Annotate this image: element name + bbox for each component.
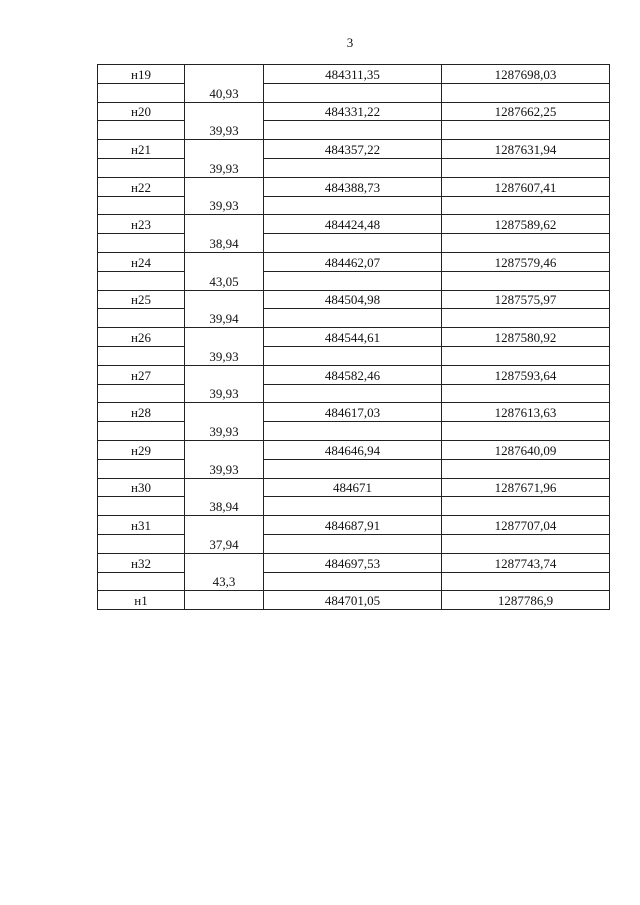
y-coordinate-cell: 1287607,41	[442, 177, 610, 196]
page-number: 3	[346, 35, 354, 50]
y-coordinate-cell: 1287743,74	[442, 553, 610, 572]
segment-length-cell: 39,93	[185, 422, 264, 441]
segment-length-cell	[185, 516, 264, 535]
table-row-segment	[98, 422, 610, 441]
table-row-point	[98, 140, 610, 159]
point-name-cell	[98, 196, 185, 215]
point-name-cell: н25	[98, 290, 185, 309]
x-coordinate-cell	[264, 234, 442, 253]
segment-length-cell: 43,05	[185, 271, 264, 290]
table-row-point	[98, 516, 610, 535]
y-coordinate-cell	[442, 121, 610, 140]
segment-length-cell	[185, 65, 264, 84]
segment-length-cell: 39,93	[185, 459, 264, 478]
point-name-cell: н27	[98, 365, 185, 384]
point-name-cell	[98, 346, 185, 365]
y-coordinate-cell: 1287640,09	[442, 440, 610, 459]
point-name-cell: н22	[98, 177, 185, 196]
segment-length-cell: 38,94	[185, 497, 264, 516]
table-row-point	[98, 440, 610, 459]
point-name-cell	[98, 497, 185, 516]
y-coordinate-cell	[442, 234, 610, 253]
point-name-cell	[98, 271, 185, 290]
y-coordinate-cell: 1287593,64	[442, 365, 610, 384]
table-row-segment	[98, 534, 610, 553]
table-row-segment	[98, 384, 610, 403]
segment-length-cell	[185, 102, 264, 121]
y-coordinate-cell	[442, 384, 610, 403]
x-coordinate-cell: 484687,91	[264, 516, 442, 535]
segment-length-cell: 39,93	[185, 158, 264, 177]
table-row-segment	[98, 196, 610, 215]
x-coordinate-cell: 484331,22	[264, 102, 442, 121]
table-row-point	[98, 215, 610, 234]
x-coordinate-cell: 484544,61	[264, 328, 442, 347]
x-coordinate-cell	[264, 497, 442, 516]
segment-length-cell	[185, 290, 264, 309]
segment-length-cell: 39,94	[185, 309, 264, 328]
table-row-point	[98, 65, 610, 84]
segment-length-cell	[185, 140, 264, 159]
segment-length-cell	[185, 553, 264, 572]
segment-length-cell: 40,93	[185, 83, 264, 102]
y-coordinate-cell: 1287589,62	[442, 215, 610, 234]
table-row-segment	[98, 309, 610, 328]
table-row-segment	[98, 497, 610, 516]
table-row-segment	[98, 459, 610, 478]
point-name-cell	[98, 234, 185, 253]
y-coordinate-cell	[442, 158, 610, 177]
segment-length-cell	[185, 478, 264, 497]
x-coordinate-cell: 484646,94	[264, 440, 442, 459]
x-coordinate-cell: 484388,73	[264, 177, 442, 196]
y-coordinate-cell: 1287631,94	[442, 140, 610, 159]
segment-length-cell	[185, 177, 264, 196]
segment-length-cell: 39,93	[185, 121, 264, 140]
point-name-cell: н28	[98, 403, 185, 422]
point-name-cell	[98, 121, 185, 140]
x-coordinate-cell: 484424,48	[264, 215, 442, 234]
segment-length-cell: 37,94	[185, 534, 264, 553]
table-row-point	[98, 403, 610, 422]
segment-length-cell	[185, 440, 264, 459]
x-coordinate-cell	[264, 572, 442, 591]
x-coordinate-cell	[264, 158, 442, 177]
point-name-cell: н20	[98, 102, 185, 121]
x-coordinate-cell: 484697,53	[264, 553, 442, 572]
point-name-cell	[98, 422, 185, 441]
point-name-cell	[98, 572, 185, 591]
point-name-cell	[98, 459, 185, 478]
y-coordinate-cell: 1287671,96	[442, 478, 610, 497]
segment-length-cell	[185, 403, 264, 422]
coordinates-table	[97, 64, 610, 610]
x-coordinate-cell	[264, 422, 442, 441]
y-coordinate-cell	[442, 83, 610, 102]
x-coordinate-cell: 484504,98	[264, 290, 442, 309]
point-name-cell	[98, 83, 185, 102]
table-row-point	[98, 177, 610, 196]
table-row-point	[98, 290, 610, 309]
x-coordinate-cell	[264, 459, 442, 478]
x-coordinate-cell: 484582,46	[264, 365, 442, 384]
y-coordinate-cell: 1287707,04	[442, 516, 610, 535]
segment-length-cell	[185, 365, 264, 384]
x-coordinate-cell: 484462,07	[264, 252, 442, 271]
point-name-cell	[98, 384, 185, 403]
point-name-cell	[98, 309, 185, 328]
table-row-segment	[98, 572, 610, 591]
table-row-point	[98, 365, 610, 384]
point-name-cell: н24	[98, 252, 185, 271]
table-row-point	[98, 478, 610, 497]
table-row-segment	[98, 346, 610, 365]
x-coordinate-cell: 484357,22	[264, 140, 442, 159]
x-coordinate-cell	[264, 196, 442, 215]
table-row-segment	[98, 234, 610, 253]
x-coordinate-cell	[264, 346, 442, 365]
table-row-point	[98, 591, 610, 610]
point-name-cell	[98, 534, 185, 553]
segment-length-cell	[185, 252, 264, 271]
x-coordinate-cell	[264, 121, 442, 140]
x-coordinate-cell: 484617,03	[264, 403, 442, 422]
point-name-cell	[98, 158, 185, 177]
x-coordinate-cell: 484701,05	[264, 591, 442, 610]
y-coordinate-cell	[442, 271, 610, 290]
y-coordinate-cell: 1287579,46	[442, 252, 610, 271]
x-coordinate-cell: 484311,35	[264, 65, 442, 84]
table-row-segment	[98, 271, 610, 290]
y-coordinate-cell	[442, 572, 610, 591]
y-coordinate-cell: 1287580,92	[442, 328, 610, 347]
point-name-cell: н1	[98, 591, 185, 610]
y-coordinate-cell	[442, 422, 610, 441]
table-row-segment	[98, 121, 610, 140]
table-row-point	[98, 252, 610, 271]
point-name-cell: н32	[98, 553, 185, 572]
segment-length-cell: 39,93	[185, 346, 264, 365]
x-coordinate-cell	[264, 384, 442, 403]
y-coordinate-cell: 1287575,97	[442, 290, 610, 309]
y-coordinate-cell: 1287662,25	[442, 102, 610, 121]
coordinates-table-body	[98, 65, 610, 610]
y-coordinate-cell	[442, 309, 610, 328]
segment-length-cell: 38,94	[185, 234, 264, 253]
segment-length-cell: 39,93	[185, 384, 264, 403]
y-coordinate-cell	[442, 497, 610, 516]
point-name-cell: н21	[98, 140, 185, 159]
x-coordinate-cell	[264, 534, 442, 553]
point-name-cell: н30	[98, 478, 185, 497]
y-coordinate-cell: 1287698,03	[442, 65, 610, 84]
x-coordinate-cell	[264, 271, 442, 290]
y-coordinate-cell: 1287786,9	[442, 591, 610, 610]
x-coordinate-cell: 484671	[264, 478, 442, 497]
point-name-cell: н23	[98, 215, 185, 234]
point-name-cell: н26	[98, 328, 185, 347]
segment-length-cell	[185, 328, 264, 347]
point-name-cell: н19	[98, 65, 185, 84]
x-coordinate-cell	[264, 309, 442, 328]
point-name-cell: н31	[98, 516, 185, 535]
segment-length-cell: 39,93	[185, 196, 264, 215]
y-coordinate-cell: 1287613,63	[442, 403, 610, 422]
y-coordinate-cell	[442, 196, 610, 215]
y-coordinate-cell	[442, 346, 610, 365]
point-name-cell: н29	[98, 440, 185, 459]
x-coordinate-cell	[264, 83, 442, 102]
y-coordinate-cell	[442, 459, 610, 478]
table-row-point	[98, 328, 610, 347]
segment-length-cell: 43,3	[185, 572, 264, 591]
table-row-segment	[98, 83, 610, 102]
y-coordinate-cell	[442, 534, 610, 553]
table-row-point	[98, 553, 610, 572]
segment-length-cell	[185, 215, 264, 234]
table-row-point	[98, 102, 610, 121]
segment-length-cell	[185, 591, 264, 610]
table-row-segment	[98, 158, 610, 177]
